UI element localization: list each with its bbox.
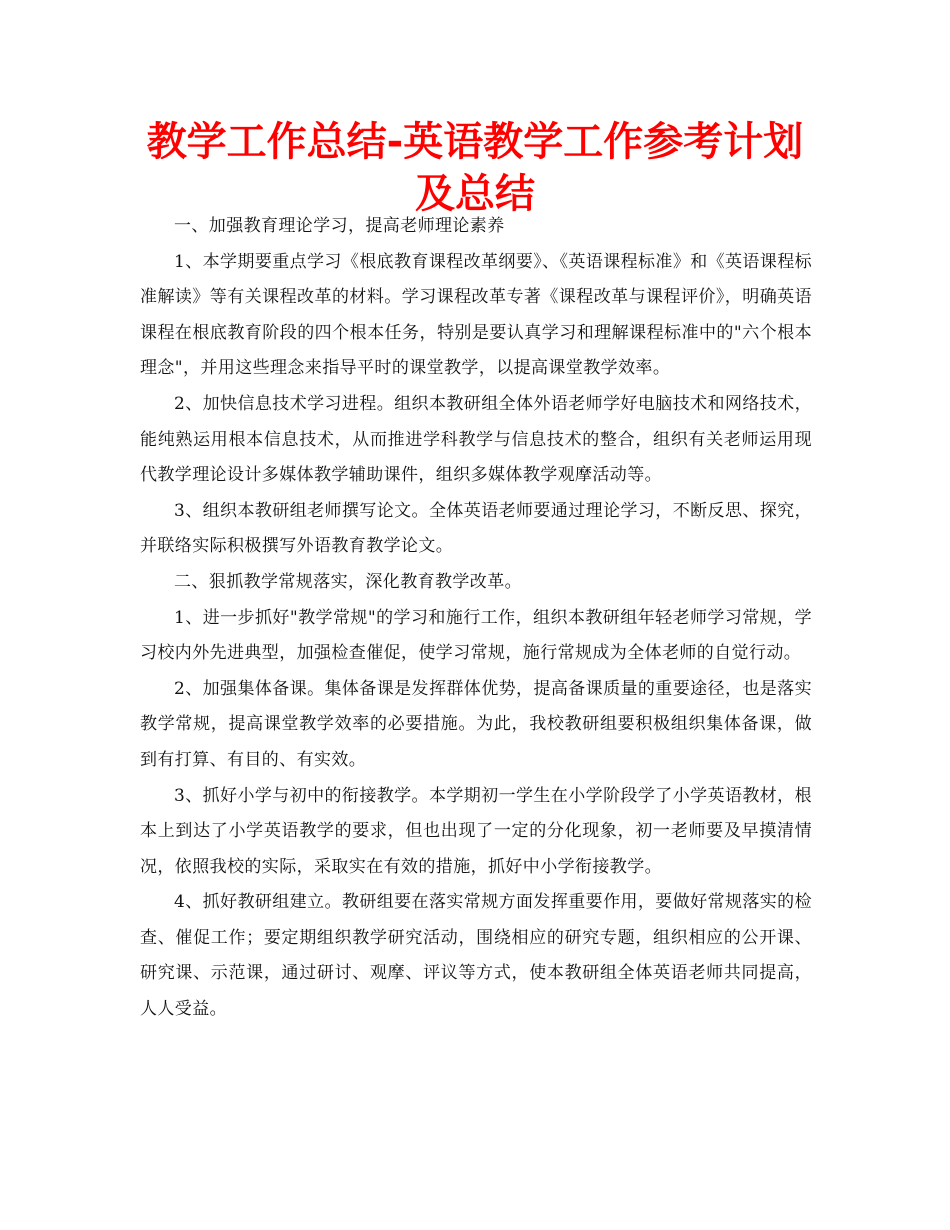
section-heading-1: 一、加强教育理论学习，提高老师理论素养 <box>174 216 505 236</box>
paragraph-1-3: 3、组织本教研组老师撰写论文。全体英语老师要通过理论学习，不断反思、探究，并联络实际积极撰写外语教育教学论文。 <box>140 500 812 557</box>
paragraph-2-1: 1、进一步抓好"教学常规"的学习和施行工作，组织本教研组年轻老师学习常规，学习校内外先进典型，加强检查催促，使学习常规，施行常规成为全体老师的自觉行动。 <box>140 607 812 664</box>
paragraph-1-2: 2、加快信息技术学习进程。组织本教研组全体外语老师学好电脑技术和网络技术，能纯熟运用根本信息技术，从而推进学科教学与信息技术的整合，组织有关老师运用现代教学理论设计多媒体教学辅助课件，组织多媒体教学观摩活动等。 <box>140 393 812 486</box>
document-title: 教学工作总结-英语教学工作参考计划及总结 <box>146 119 804 217</box>
document-body <box>140 209 812 1028</box>
paragraph-2-4: 4、抓好教研组建立。教研组要在落实常规方面发挥重要作用，要做好常规落实的检查、催促工作；要定期组织教学研究活动，围绕相应的研究专题，组织相应的公开课、研究课、示范课，通过研讨、观摩、评议等方式，使本教研组全体英语老师共同提高，人人受益。 <box>140 892 812 1020</box>
paragraph-2-3: 3、抓好小学与初中的衔接教学。本学期初一学生在小学阶段学了小学英语教材，根本上到达了小学英语教学的要求，但也出现了一定的分化现象，初一老师要及早摸清情况，依照我校的实际，采取实在有效的措施，抓好中小学衔接教学。 <box>140 785 812 877</box>
paragraph-1-1: 1、本学期要重点学习《根底教育课程改革纲要》、《英语课程标准》和《英语课程标准解读》等有关课程改革的材料。学习课程改革专著《课程改革与课程评价》，明确英语课程在根底教育阶段的四个根本任务，特别是要认真学习和理解课程标准中的"六个根本理念"，并用这些理念来指导平时的课堂教学，以提高课堂教学效率。 <box>140 251 813 379</box>
paragraph-2-2: 2、加强集体备课。集体备课是发挥群体优势，提高备课质量的重要途径，也是落实教学常规，提高课堂教学效率的必要措施。为此，我校教研组要积极组织集体备课，做到有打算、有目的、有实效。 <box>140 678 812 770</box>
section-heading-2: 二、狠抓教学常规落实，深化教育教学改革。 <box>174 571 522 592</box>
